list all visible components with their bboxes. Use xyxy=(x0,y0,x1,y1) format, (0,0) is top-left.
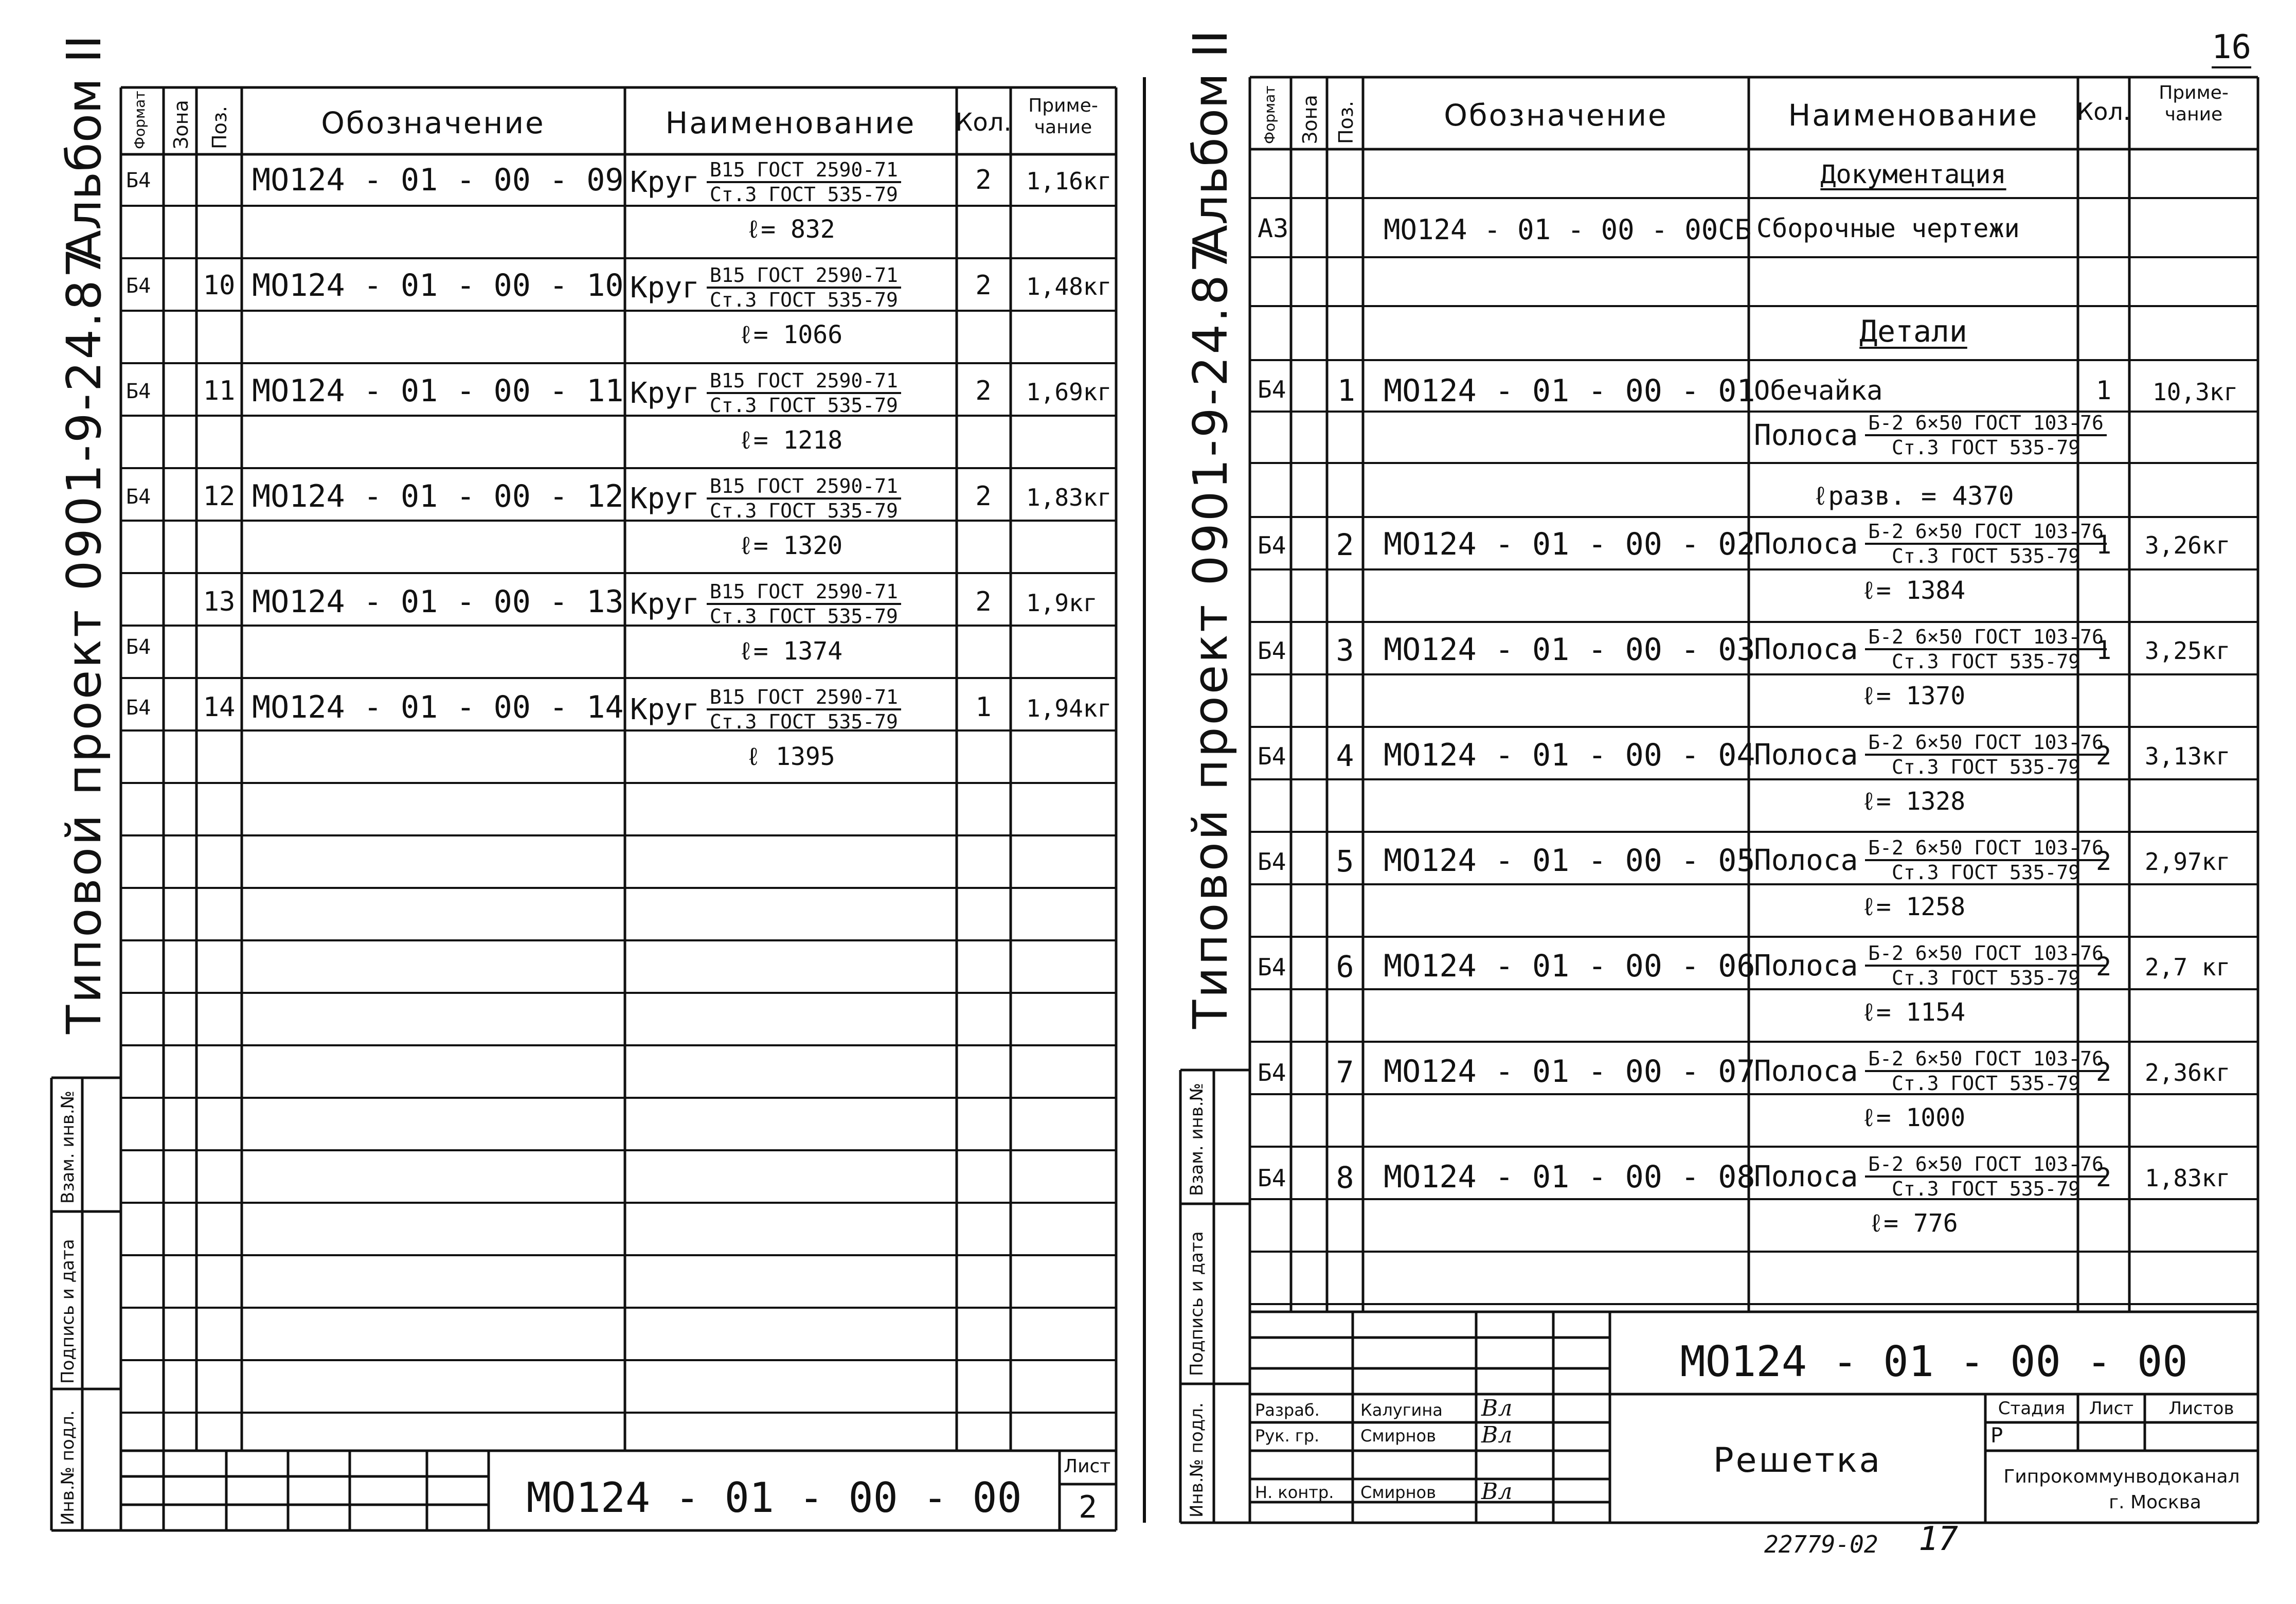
left-row-1-material-prefix: Круг xyxy=(630,165,699,199)
left-row-1-length: ℓ= 832 xyxy=(746,215,835,244)
header-designation-right: Обозначение xyxy=(1444,98,1668,133)
right-row-2-pos: 2 xyxy=(1336,527,1354,562)
left-row-6-material-top: В15 ГОСТ 2590-71 xyxy=(707,686,901,710)
right-row-4-note: 3,13кг xyxy=(2145,742,2231,770)
tb-developed-label: Разраб. xyxy=(1255,1400,1320,1420)
detail1-length: ℓразв. = 4370 xyxy=(1813,481,2014,511)
right-row-6-format: Б4 xyxy=(1258,953,1286,981)
right-row-8-note: 1,83кг xyxy=(2145,1164,2231,1192)
right-row-3-material-prefix: Полоса xyxy=(1754,632,1858,666)
album-label-right: Альбом II xyxy=(1183,30,1238,257)
right-row-2-note: 3,26кг xyxy=(2145,531,2231,559)
left-row-6-format: Б4 xyxy=(126,696,151,720)
detail1-pos: 1 xyxy=(1337,373,1355,408)
right-row-5-material-prefix: Полоса xyxy=(1754,843,1858,877)
footer-code: 22779-02 xyxy=(1764,1530,1878,1558)
right-row-3-material xyxy=(1754,626,2107,673)
right-row-7-designation: МО124 - 01 - 00 - 07 xyxy=(1384,1054,1755,1090)
album-label-left: Альбом II xyxy=(57,35,112,262)
left-row-2-material-prefix: Круг xyxy=(630,271,699,305)
detail1-material-bottom: Ст.3 ГОСТ 535-79 xyxy=(1892,436,2080,459)
left-row-3-material-bottom: Ст.3 ГОСТ 535-79 xyxy=(709,394,898,417)
stamp-inv-left: Инв.№ подл. xyxy=(58,1410,78,1525)
right-row-3-pos: 3 xyxy=(1336,633,1354,668)
detail1-note: 10,3кг xyxy=(2152,378,2238,406)
left-row-2-format: Б4 xyxy=(126,274,151,298)
right-row-6-pos: 6 xyxy=(1336,949,1354,984)
left-row-6-material xyxy=(630,686,901,733)
right-row-5-note: 2,97кг xyxy=(2145,848,2231,876)
header-name-right: Наименование xyxy=(1788,98,2039,133)
right-row-3-qty: 1 xyxy=(2095,635,2112,665)
tb-developed-signature: Вл xyxy=(1481,1395,1513,1421)
right-row-4-material-bottom: Ст.3 ГОСТ 535-79 xyxy=(1892,756,2080,778)
page-number: 16 xyxy=(2212,28,2251,68)
right-row-2-material-prefix: Полоса xyxy=(1754,527,1858,561)
right-row-8-pos: 8 xyxy=(1336,1160,1354,1195)
left-row-2-material-bottom: Ст.3 ГОСТ 535-79 xyxy=(709,289,898,311)
right-row-5-qty: 2 xyxy=(2095,846,2112,876)
left-row-3-format: Б4 xyxy=(126,380,151,403)
doc-format: А3 xyxy=(1258,213,1289,243)
right-row-5-designation: МО124 - 01 - 00 - 05 xyxy=(1384,843,1755,879)
left-row-3-qty: 2 xyxy=(975,376,992,406)
left-row-4-material xyxy=(630,475,901,522)
left-row-6-designation: МО124 - 01 - 00 - 14 xyxy=(252,689,624,725)
left-row-4-qty: 2 xyxy=(975,481,992,512)
detail1-designation: МО124 - 01 - 00 - 01 xyxy=(1384,373,1755,409)
right-row-3-material-bottom: Ст.3 ГОСТ 535-79 xyxy=(1892,650,2080,673)
left-row-1-material xyxy=(630,158,901,206)
header-note-right: Приме-чание xyxy=(2159,82,2229,125)
tb-norm-label: Н. контр. xyxy=(1255,1483,1334,1502)
right-row-8-qty: 2 xyxy=(2095,1163,2112,1192)
right-row-4-length: ℓ= 1328 xyxy=(1861,787,1966,816)
left-row-5-pos: 13 xyxy=(203,586,236,617)
right-row-4-format: Б4 xyxy=(1258,742,1286,770)
left-row-5-qty: 2 xyxy=(975,586,992,617)
tb-head-signature: Вл xyxy=(1481,1422,1513,1448)
tb-norm-signature: Вл xyxy=(1481,1478,1513,1505)
detail1-qty: 1 xyxy=(2095,376,2112,405)
right-row-7-pos: 7 xyxy=(1336,1055,1354,1090)
left-row-3-pos: 11 xyxy=(203,376,236,406)
right-row-4-designation: МО124 - 01 - 00 - 04 xyxy=(1384,737,1755,773)
tb-product-name: Решетка xyxy=(1713,1440,1882,1480)
left-row-6-material-bottom: Ст.3 ГОСТ 535-79 xyxy=(709,710,898,733)
left-row-3-length: ℓ= 1218 xyxy=(738,426,843,455)
left-row-2-note: 1,48кг xyxy=(1026,273,1112,300)
right-row-7-material-top: Б-2 6×50 ГОСТ 103-76 xyxy=(1865,1047,2107,1072)
left-title-designation: МО124 - 01 - 00 - 00 xyxy=(526,1474,1022,1522)
left-row-5-material xyxy=(630,580,901,628)
left-row-5-material-prefix: Круг xyxy=(630,587,699,621)
left-stray-format: Б4 xyxy=(126,635,151,659)
left-row-2-pos: 10 xyxy=(203,270,236,301)
left-row-4-note: 1,83кг xyxy=(1026,484,1112,511)
left-row-5-designation: МО124 - 01 - 00 - 13 xyxy=(252,584,624,620)
right-row-2-material-bottom: Ст.3 ГОСТ 535-79 xyxy=(1892,545,2080,567)
left-row-4-designation: МО124 - 01 - 00 - 12 xyxy=(252,478,624,514)
header-zone-left: Зона xyxy=(170,100,192,149)
right-row-4-material-top: Б-2 6×50 ГОСТ 103-76 xyxy=(1865,731,2107,756)
right-row-5-pos: 5 xyxy=(1336,844,1354,879)
tb-sheets-label: Листов xyxy=(2168,1398,2234,1419)
tb-head-name: Смирнов xyxy=(1360,1426,1436,1446)
right-row-8-material xyxy=(1754,1153,2107,1200)
footer-page: 17 xyxy=(1918,1520,1959,1558)
right-row-8-material-top: Б-2 6×50 ГОСТ 103-76 xyxy=(1865,1153,2107,1178)
left-row-2-designation: МО124 - 01 - 00 - 10 xyxy=(252,268,624,304)
right-row-3-length: ℓ= 1370 xyxy=(1861,682,1966,710)
right-row-5-material-top: Б-2 6×50 ГОСТ 103-76 xyxy=(1865,836,2107,861)
detail1-name: Обечайка xyxy=(1754,376,1883,406)
right-row-4-material-prefix: Полоса xyxy=(1754,738,1858,772)
left-row-5-length: ℓ= 1374 xyxy=(738,637,843,666)
header-format-left: Формат xyxy=(131,91,148,149)
right-row-4-material xyxy=(1754,731,2107,778)
right-row-5-format: Б4 xyxy=(1258,848,1286,876)
right-row-2-format: Б4 xyxy=(1258,531,1286,559)
stamp-inv-right: Инв.№ подл. xyxy=(1187,1402,1207,1518)
detail1-material-prefix: Полоса xyxy=(1754,418,1858,452)
left-row-1-material-top: В15 ГОСТ 2590-71 xyxy=(707,158,901,183)
left-row-1-material-bottom: Ст.3 ГОСТ 535-79 xyxy=(709,183,898,206)
right-row-7-material-bottom: Ст.3 ГОСТ 535-79 xyxy=(1892,1072,2080,1095)
left-sheet-label: Лист xyxy=(1064,1456,1111,1477)
tb-head-label: Рук. гр. xyxy=(1255,1426,1320,1446)
left-row-1-note: 1,16кг xyxy=(1026,167,1112,195)
detail1-material-top: Б-2 6×50 ГОСТ 103-76 xyxy=(1865,412,2107,436)
header-pos-right: Поз. xyxy=(1335,100,1357,144)
right-row-8-designation: МО124 - 01 - 00 - 08 xyxy=(1384,1159,1755,1195)
doc-name: Сборочные чертежи xyxy=(1756,213,2020,243)
right-row-7-length: ℓ= 1000 xyxy=(1861,1103,1966,1132)
right-row-8-material-bottom: Ст.3 ГОСТ 535-79 xyxy=(1892,1178,2080,1200)
right-row-5-length: ℓ= 1258 xyxy=(1861,893,1966,921)
right-row-2-material xyxy=(1754,520,2107,567)
right-row-3-note: 3,25кг xyxy=(2145,637,2231,665)
right-row-6-designation: МО124 - 01 - 00 - 06 xyxy=(1384,948,1755,984)
left-row-4-material-top: В15 ГОСТ 2590-71 xyxy=(707,475,901,500)
right-row-5-material xyxy=(1754,836,2107,884)
stamp-replace-left: Взам. инв.№ xyxy=(58,1090,78,1204)
right-row-2-length: ℓ= 1384 xyxy=(1861,576,1966,605)
left-row-4-format: Б4 xyxy=(126,485,151,509)
right-row-7-qty: 2 xyxy=(2095,1057,2112,1087)
left-row-3-material xyxy=(630,369,901,417)
left-row-6-length: ℓ 1395 xyxy=(746,742,835,771)
right-row-6-material-top: Б-2 6×50 ГОСТ 103-76 xyxy=(1865,942,2107,967)
right-row-6-qty: 2 xyxy=(2095,952,2112,982)
right-row-6-material-bottom: Ст.3 ГОСТ 535-79 xyxy=(1892,967,2080,989)
right-row-3-material-top: Б-2 6×50 ГОСТ 103-76 xyxy=(1865,626,2107,650)
left-row-2-length: ℓ= 1066 xyxy=(738,320,843,349)
left-row-2-qty: 2 xyxy=(975,270,992,301)
stamp-sign-date-left: Подпись и дата xyxy=(58,1239,78,1384)
left-row-4-material-prefix: Круг xyxy=(630,482,699,515)
left-row-4-length: ℓ= 1320 xyxy=(738,531,843,560)
tb-city: г. Москва xyxy=(2109,1492,2201,1513)
right-row-8-length: ℓ= 776 xyxy=(1869,1209,1958,1238)
tb-sheet-label: Лист xyxy=(2089,1398,2134,1419)
tb-stage-label: Стадия xyxy=(1998,1398,2066,1419)
tb-developed-name: Калугина xyxy=(1360,1400,1443,1420)
right-row-7-material xyxy=(1754,1047,2107,1095)
left-row-3-note: 1,69кг xyxy=(1026,378,1112,406)
right-title-designation: МО124 - 01 - 00 - 00 xyxy=(1680,1338,2188,1386)
left-row-5-material-top: В15 ГОСТ 2590-71 xyxy=(707,580,901,605)
header-pos-left: Поз. xyxy=(208,105,231,149)
left-row-6-material-prefix: Круг xyxy=(630,692,699,726)
right-row-2-material-top: Б-2 6×50 ГОСТ 103-76 xyxy=(1865,520,2107,545)
left-row-1-format: Б4 xyxy=(126,169,151,192)
right-row-7-material-prefix: Полоса xyxy=(1754,1054,1858,1088)
header-note-left: Приме-чание xyxy=(1028,95,1098,138)
header-zone-right: Зона xyxy=(1299,95,1321,144)
left-row-2-material xyxy=(630,264,901,311)
stamp-replace-right: Взам. инв.№ xyxy=(1187,1082,1207,1196)
right-row-8-format: Б4 xyxy=(1258,1164,1286,1192)
left-row-5-material-bottom: Ст.3 ГОСТ 535-79 xyxy=(709,605,898,628)
section-documentation: Документация xyxy=(1820,159,2006,189)
left-row-4-pos: 12 xyxy=(203,481,236,512)
right-row-6-material-prefix: Полоса xyxy=(1754,949,1858,983)
left-row-6-qty: 1 xyxy=(975,692,992,723)
left-sheet-number: 2 xyxy=(1078,1489,1098,1525)
header-qty-left: Кол. xyxy=(955,108,1012,137)
detail1-format: Б4 xyxy=(1258,376,1286,403)
right-row-3-format: Б4 xyxy=(1258,637,1286,665)
project-label-left: Типовой проект 0901-9-24.87 xyxy=(57,245,112,1034)
right-row-6-length: ℓ= 1154 xyxy=(1861,998,1966,1027)
doc-designation: МО124 - 01 - 00 - 00СБ xyxy=(1384,213,1752,246)
stamp-sign-date-right: Подпись и дата xyxy=(1187,1231,1207,1376)
left-row-3-material-prefix: Круг xyxy=(630,376,699,410)
left-row-4-material-bottom: Ст.3 ГОСТ 535-79 xyxy=(709,500,898,522)
project-label-right: Типовой проект 0901-9-24.87 xyxy=(1183,240,1238,1029)
header-name-left: Наименование xyxy=(665,105,916,140)
left-row-1-qty: 2 xyxy=(975,165,992,195)
left-row-6-note: 1,94кг xyxy=(1026,694,1112,722)
left-row-1-designation: МО124 - 01 - 00 - 09 xyxy=(252,162,624,198)
right-row-3-designation: МО124 - 01 - 00 - 03 xyxy=(1384,632,1755,668)
left-row-6-pos: 14 xyxy=(203,692,236,723)
right-row-6-material xyxy=(1754,942,2107,989)
left-row-2-material-top: В15 ГОСТ 2590-71 xyxy=(707,264,901,289)
tb-organization: Гипрокоммунводоканал xyxy=(2003,1466,2240,1487)
header-qty-right: Кол. xyxy=(2076,98,2131,126)
right-row-5-material-bottom: Ст.3 ГОСТ 535-79 xyxy=(1892,861,2080,884)
right-row-4-pos: 4 xyxy=(1336,738,1354,773)
header-designation-left: Обозначение xyxy=(321,105,545,140)
left-row-3-material-top: В15 ГОСТ 2590-71 xyxy=(707,369,901,394)
right-row-7-note: 2,36кг xyxy=(2145,1059,2231,1086)
right-row-7-format: Б4 xyxy=(1258,1059,1286,1086)
right-row-4-qty: 2 xyxy=(2095,741,2112,771)
right-row-2-designation: МО124 - 01 - 00 - 02 xyxy=(1384,526,1755,562)
header-format-right: Формат xyxy=(1261,85,1278,144)
right-row-8-material-prefix: Полоса xyxy=(1754,1160,1858,1193)
tb-norm-name: Смирнов xyxy=(1360,1483,1436,1502)
section-details: Детали xyxy=(1859,314,1967,349)
left-row-3-designation: МО124 - 01 - 00 - 11 xyxy=(252,373,624,409)
tb-stage-value: Р xyxy=(1990,1424,2003,1448)
left-row-5-note: 1,9кг xyxy=(1026,589,1098,617)
detail1-material xyxy=(1754,412,2107,459)
right-row-2-qty: 1 xyxy=(2095,530,2112,560)
right-row-6-note: 2,7 кг xyxy=(2145,953,2231,981)
